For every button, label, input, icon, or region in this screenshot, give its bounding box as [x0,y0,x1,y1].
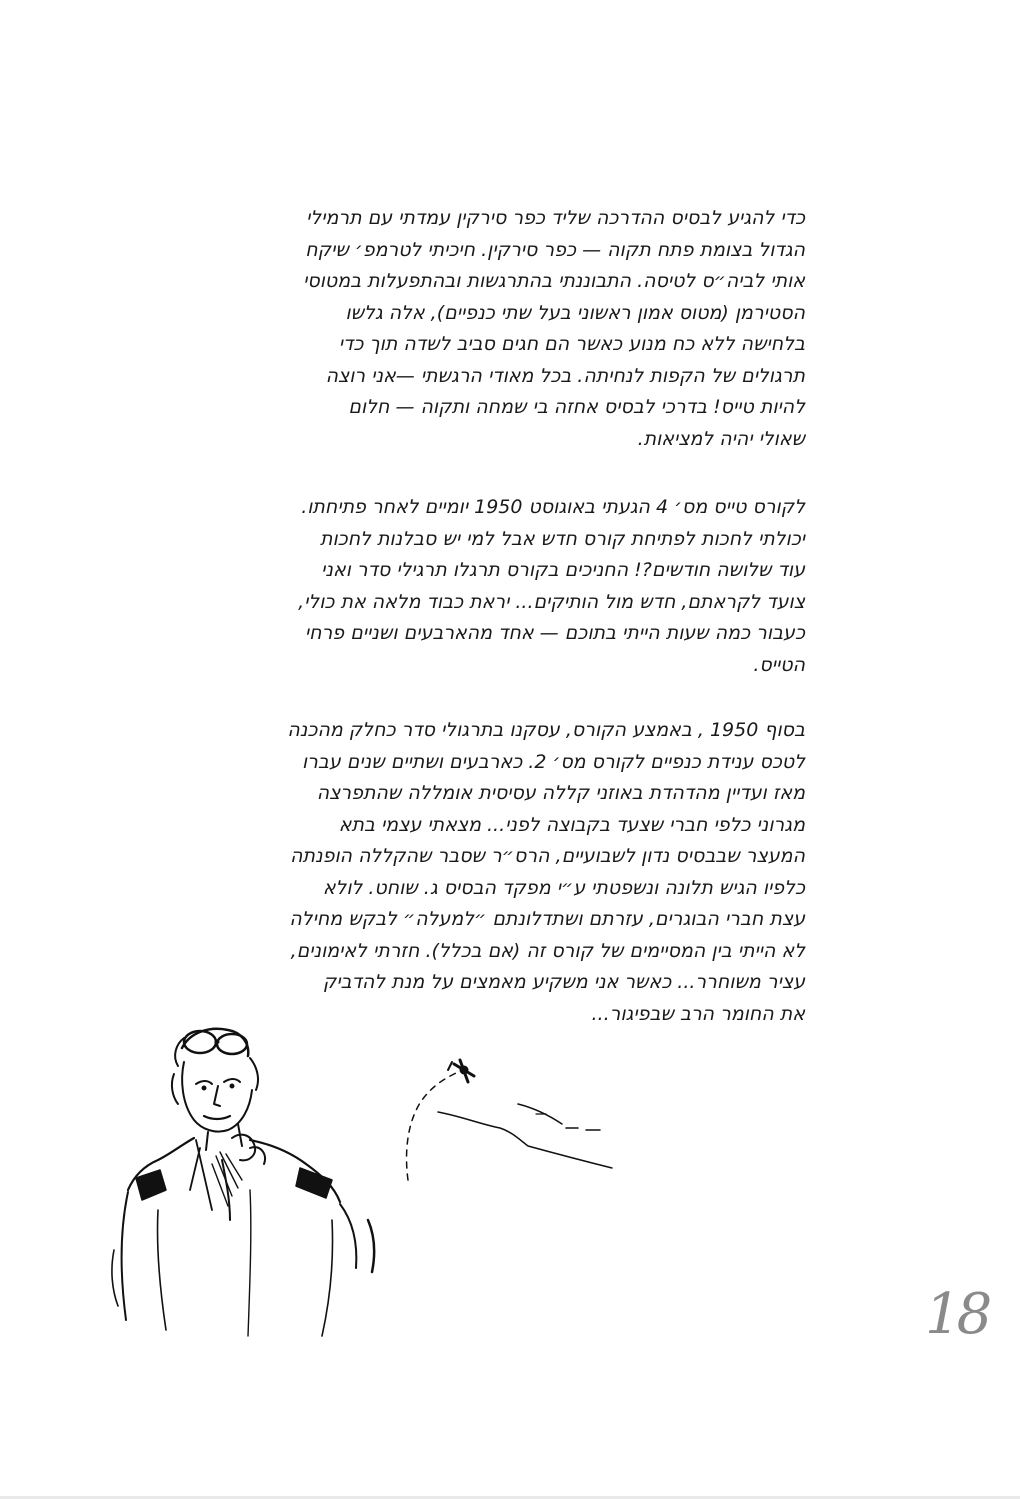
text-line: כעבור כמה שעות הייתי בתוכם — אחד מהארבעים ושניים פרחי [304,622,805,644]
text-line: הטייס. [753,653,805,676]
text-line: עציר משוחרר... כאשר אני משקיע מאמצים על מנת להדביק [322,971,805,993]
text-line: לקורס טייס מס׳ 4 הגעתי באוגוסט 1950 יומיים לאחר פתיחתו. [301,496,805,518]
page-number: 18 [925,1282,989,1347]
text-line: מגרוני כלפי חברי שצעד בקבוצה לפני... מצאתי עצמי בתא [338,813,805,836]
text-line: יכולתי לחכות לפתיחת קורס חדש אבל למי יש סבלנות לחכות [319,527,805,550]
text-line: להיות טייס! בדרכי לבסיס אחזה בי שמחה ותקוה — חלום [348,396,805,418]
cloud-strokes [438,1104,612,1168]
text-line: שאולי יהיה למציאות. [637,427,805,450]
paragraph-3 [205,715,805,1030]
text-line: עוד שלושה חודשים?! החניכים בקורס תרגלו תרגילי סדר ואני [321,559,805,581]
paragraph-2 [205,492,805,681]
text-line: כדי להגיע לבסיס ההדרכה שליד כפר סירקין עמדתי עם תרמילי [306,207,805,229]
pilot-sketch-illustration [100,1020,640,1350]
paragraph-1 [205,203,805,455]
biplane-sketch [407,1060,474,1180]
pilot-portrait [112,1029,374,1336]
text-line: בלחישה ללא כח מנוע כאשר הם חגים סביב לשדה תוך כדי [338,333,805,355]
text-line: אותי לביה״ס לטיסה. התבוננתי בהתרגשות ובהתפעלות במטוסי [303,270,805,292]
text-line: צועד לקראתם, חדש מול הותיקים... יראת כבוד מלאה את כולי, [298,590,805,613]
text-line: כלפיו הגיש תלונה ונשפטתי ע״י מפקד הבסיס ג. שוחט. לולא [322,876,805,899]
text-line: את החומר הרב שבפיגור... [591,1002,805,1025]
text-line: לא הייתי בין המסיימים של קורס זה (אם בכלל). חזרתי לאימונים, [290,939,805,962]
text-line: המעצר שבבסיס נדון לשבועיים, הרס״ר שסבר שהקללה הופנתה [290,845,805,867]
text-line: עצת חברי הבוגרים, עזרתם ושתדלונתם ״למעלה״ לבקש מחילה [289,908,805,930]
text-line: הגדול בצומת פתח תקוה — כפר סירקין. חיכיתי לטרמפ׳ שיקח [305,238,805,261]
text-line: בסוף 1950 , באמצע הקורס, עסקנו בתרגולי סדר כחלק מהכנה [287,719,805,741]
text-line: לטכס ענידת כנפיים לקורס מס׳ 2. כארבעים ושתיים שנים עברו [301,750,805,773]
text-line: תרגולים של הקפות לנחיתה. בכל מאודי הרגשתי —אני רוצה [325,364,805,387]
text-line: מאז ועדיין מהדהדת באוזני קללה עסיסית אומללה שהתפרצה [316,782,805,804]
text-line: הסטירמן (מטוס אמון ראשוני בעל שתי כנפיים), אלה גלשו [345,301,805,324]
